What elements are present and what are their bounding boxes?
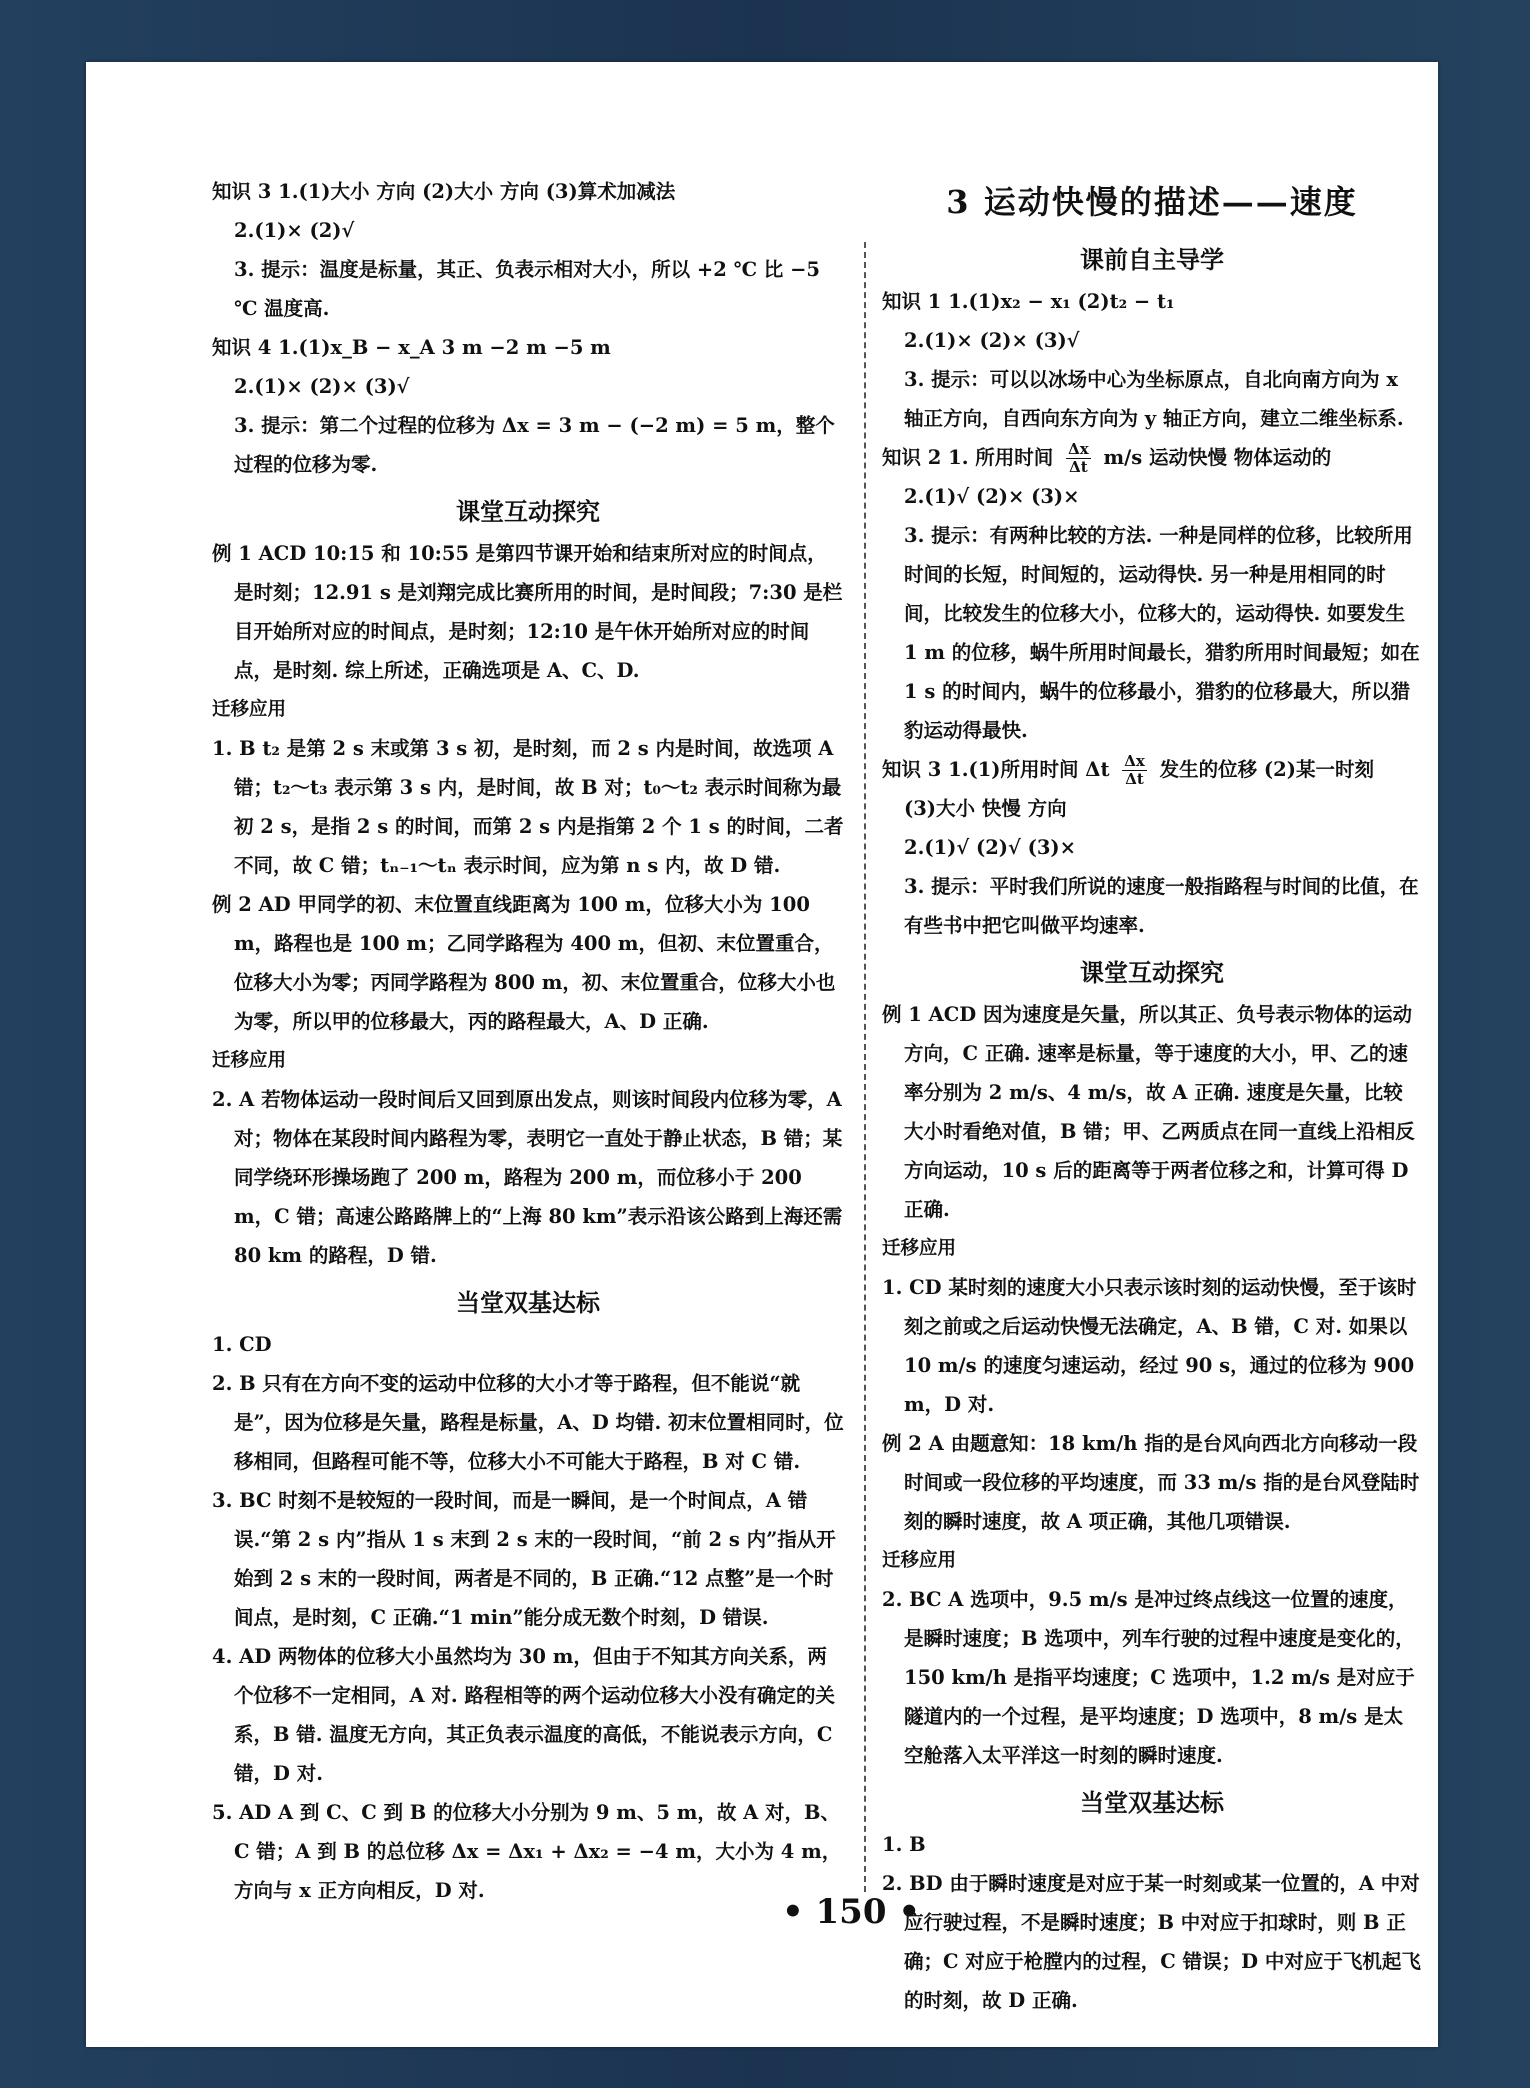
rk3-line3: 3. 提示：平时我们所说的速度一般指路程与时间的比值，在有些书中把它叫做平均速率.	[904, 875, 1419, 937]
frac-numerator: Δx	[1068, 440, 1089, 458]
drill-q1: 1. CD	[212, 1333, 272, 1356]
r-transfer-2: 2. BC A 选项中，9.5 m/s 是冲过终点线这一位置的速度，是瞬时速度；B 选项中，列车行驶的过程中速度是变化的，150 km/h 是指平均速度；C 选项中，1.2 m/s 是对应于隧道内的一个过程，是平均速度；D 选项中，8 m/s 是太空舱落入太平洋这一时刻的瞬时速度.	[882, 1588, 1415, 1767]
r-example-1: 例 1 ACD 因为速度是矢量，所以其正、负号表示物体的运动方向，C 正确. 速率是标量，等于速度的大小，甲、乙的速率分别为 2 m/s、4 m/s，故 A 正确. 速度是矢量，比较大小时看绝对值，B 错；甲、乙两质点在同一直线上沿相反方向运动，10 s 后的距离等于两者位移之和，计算可得 D 正确.	[882, 1003, 1415, 1221]
example-2: 例 2 AD 甲同学的初、末位置直线距离为 100 m，位移大小为 100 m，路程也是 100 m；乙同学路程为 400 m，但初、末位置重合，位移大小为零；丙同学路程为 800 m，初、末位置重合，位移大小也为零，所以甲的位移最大，丙的路程最大，A、D 正确.	[212, 893, 836, 1033]
k3-line3: 3. 提示：温度是标量，其正、负表示相对大小，所以 +2 ℃ 比 −5 ℃ 温度高.	[234, 258, 820, 320]
section-heading-drill-2: 当堂双基达标	[1080, 1788, 1224, 1817]
page-number: • 150 •	[781, 1892, 921, 1932]
right-column	[882, 172, 1422, 2020]
column-divider	[864, 242, 866, 1892]
r-transfer-title-2: 迁移应用	[882, 1550, 957, 1571]
rk1-line3: 3. 提示：可以以冰场中心为坐标原点，自北向南方向为 x 轴正方向，自西向东方向为 y 轴正方向，建立二维坐标系.	[904, 368, 1404, 430]
section-heading-preview: 课前自主导学	[1080, 245, 1224, 274]
r-transfer-1: 1. CD 某时刻的速度大小只表示该时刻的运动快慢，至于该时刻之前或之后运动快慢无法确定，A、B 错，C 对. 如果以 10 m/s 的速度匀速运动，经过 90 s，通过的位移为 900 m，D 对.	[882, 1276, 1417, 1416]
rk3-line1b: (3)大小 快慢 方向	[904, 797, 1067, 820]
transfer-1: 1. B t₂ 是第 2 s 末或第 3 s 初，是时刻，而 2 s 内是时间，故选项 A 错；t₂～t₃ 表示第 3 s 内，是时间，故 B 对；t₀～t₂ 表示时间称为最初 2 s，是指 2 s 的时间，而第 2 s 内是指第 2 个 1 s 的时间，二者不同，故 C 错；tₙ₋₁～tₙ 表示时间，应为第 n s 内，故 D 错.	[212, 737, 844, 877]
rk2-line3: 3. 提示：有两种比较的方法. 一种是同样的位移，比较所用时间的长短，时间短的，运动得快. 另一种是用相同的时间，比较发生的位移大小，位移大的，运动得快. 如要发生 1 m 的位移，蜗牛所用时间最长，猎豹所用时间最短；如在 1 s 的时间内，蜗牛的位移最小，猎豹的位移最大，所以猎豹运动得最快.	[904, 524, 1420, 742]
drill-q4: 4. AD 两物体的位移大小虽然均为 30 m，但由于不知其方向关系，两个位移不一定相同，A 对. 路程相等的两个运动位移大小没有确定的关系，B 错. 温度无方向，其正负表示温度的高低，不能说表示方向，C 错，D 对.	[212, 1645, 835, 1785]
transfer-title-1: 迁移应用	[212, 699, 287, 720]
section-heading-interactive-2: 课堂互动探究	[1080, 958, 1224, 987]
drill-q2: 2. B 只有在方向不变的运动中位移的大小才等于路程，但不能说“就是”，因为位移是矢量，路程是标量，A、D 均错. 初末位置相同时，位移相同，但路程可能不等，位移大小不可能大于路程，B 对 C 错.	[212, 1372, 844, 1473]
velocity-fraction	[1066, 441, 1091, 476]
rk3-line2: 2.(1)√ (2)√ (3)×	[904, 836, 1076, 859]
chapter-title: 3 运动快慢的描述——速度	[946, 183, 1358, 221]
frac-denominator: Δt	[1125, 770, 1144, 788]
page-sheet	[86, 62, 1438, 2047]
k4-line1: 知识 4 1.(1)x_B − x_A 3 m −2 m −5 m	[212, 336, 611, 359]
velocity-fraction-2	[1122, 753, 1147, 788]
r-drill-q1: 1. B	[882, 1833, 926, 1856]
rk2-post: m/s 运动快慢 物体运动的	[1103, 446, 1332, 469]
k4-line3: 3. 提示：第二个过程的位移为 Δx = 3 m − (−2 m) = 5 m，整个过程的位移为零.	[234, 414, 835, 476]
rk3-post: 发生的位移 (2)某一时刻	[1159, 758, 1374, 781]
transfer-title-2: 迁移应用	[212, 1050, 287, 1071]
rk3-line1	[882, 750, 1422, 789]
r-example-2: 例 2 A 由题意知：18 km/h 指的是台风向西北方向移动一段时间或一段位移的平均速度，而 33 m/s 指的是台风登陆时刻的瞬时速度，故 A 项正确，其他几项错误.	[882, 1432, 1420, 1533]
rk1-line1: 知识 1 1.(1)x₂ − x₁ (2)t₂ − t₁	[882, 290, 1175, 313]
k3-line1: 知识 3 1.(1)大小 方向 (2)大小 方向 (3)算术加减法	[212, 180, 676, 203]
drill-q3: 3. BC 时刻不是较短的一段时间，而是一瞬间，是一个时间点，A 错误.“第 2 s 内”指从 1 s 末到 2 s 末的一段时间，“前 2 s 内”指从开始到 2 s 末的一段时间，两者是不同的，B 正确.“12 点整”是一个时间点，是时刻，C 正确.“1 min”能分成无数个时刻，D 错误.	[212, 1489, 836, 1629]
example-1: 例 1 ACD 10:15 和 10:55 是第四节课开始和结束所对应的时间点，是时刻；12.91 s 是刘翔完成比赛所用的时间，是时间段；7:30 是栏目开始所对应的时间点，是时刻；12:10 是午休开始所对应的时间点，是时刻. 综上所述，正确选项是 A、C、D.	[212, 542, 843, 682]
k4-line2: 2.(1)× (2)× (3)√	[234, 375, 410, 398]
rk2-line2: 2.(1)√ (2)× (3)×	[904, 485, 1080, 508]
rk1-line2: 2.(1)× (2)× (3)√	[904, 329, 1080, 352]
section-heading-interactive: 课堂互动探究	[456, 497, 600, 526]
r-drill-q2: 2. BD 由于瞬时速度是对应于某一时刻或某一位置的，A 中对应行驶过程，不是瞬时速度；B 中对应于扣球时，则 B 正确；C 对应于枪膛内的过程，C 错误；D 中对应于飞机起飞的时刻，故 D 正确.	[882, 1872, 1421, 2012]
left-column	[212, 172, 844, 1910]
frac-denominator: Δt	[1069, 458, 1088, 476]
section-heading-drill: 当堂双基达标	[456, 1288, 600, 1317]
drill-q5: 5. AD A 到 C、C 到 B 的位移大小分别为 9 m、5 m，故 A 对，B、C 错；A 到 B 的总位移 Δx = Δx₁ + Δx₂ = −4 m，大小为 4 m，方向与 x 正方向相反，D 对.	[212, 1801, 842, 1902]
rk2-pre: 知识 2 1. 所用时间	[882, 446, 1054, 469]
r-transfer-title-1: 迁移应用	[882, 1238, 957, 1259]
frac-numerator: Δx	[1124, 752, 1145, 770]
rk2-line1	[882, 438, 1422, 477]
transfer-2: 2. A 若物体运动一段时间后又回到原出发点，则该时间段内位移为零，A 对；物体在某段时间内路程为零，表明它一直处于静止状态，B 错；某同学绕环形操场跑了 200 m，路程为 200 m，而位移小于 200 m，C 错；高速公路路牌上的“上海 80 km”表示沿该公路到上海还需 80 km 的路程，D 错.	[212, 1088, 843, 1267]
rk3-pre: 知识 3 1.(1)所用时间 Δt	[882, 758, 1110, 781]
k3-line2: 2.(1)× (2)√	[234, 219, 355, 242]
